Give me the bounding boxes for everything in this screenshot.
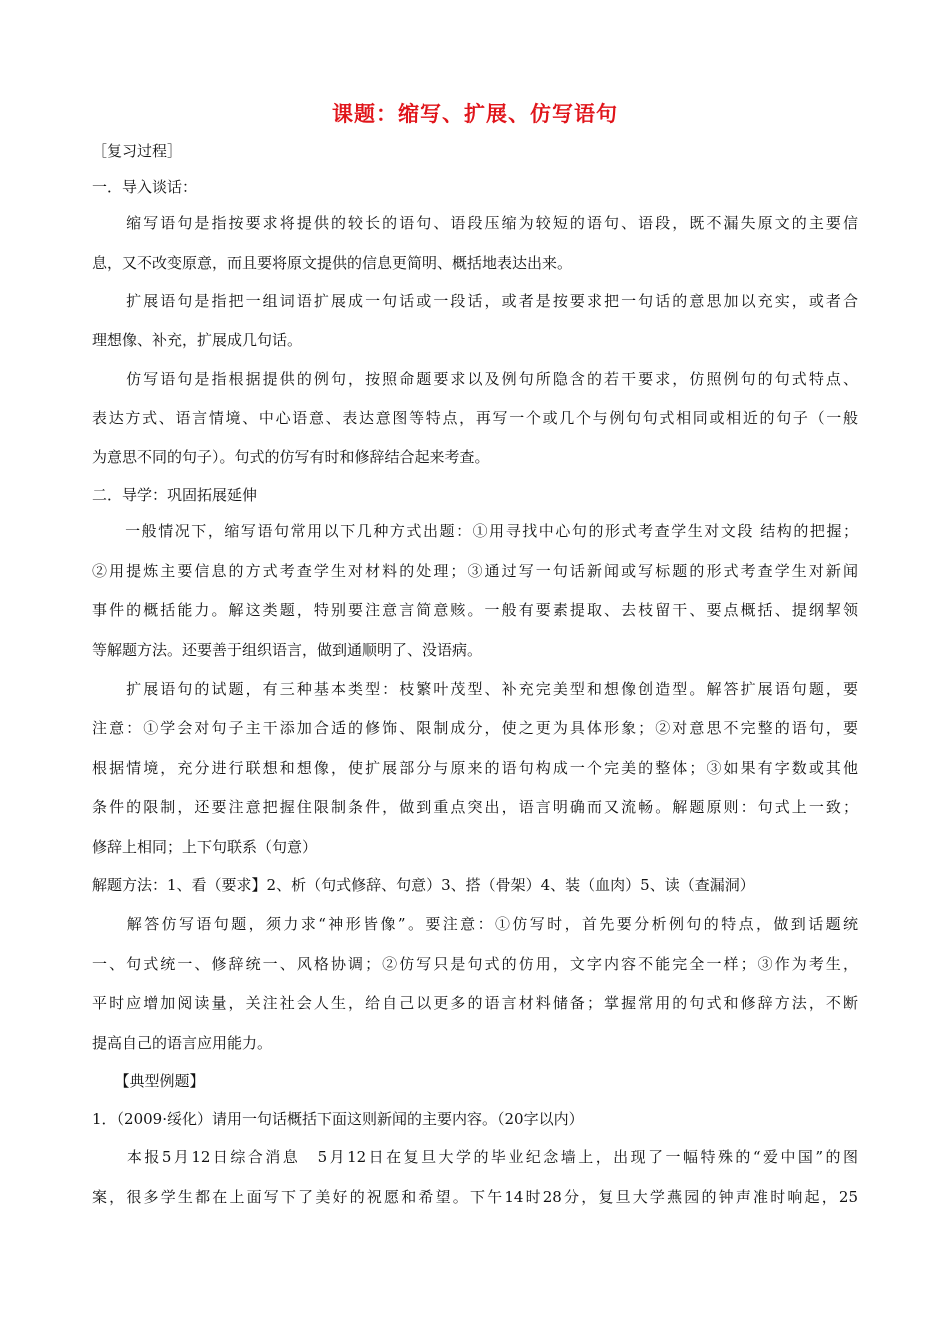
paragraph-line: 为意思不同的句子）。句式的仿写有时和修辞结合起来考查。 <box>92 448 490 466</box>
paragraph-line: 本报5月12日综合消息 5月12日在复旦大学的毕业纪念墙上，出现了一幅特殊的“爱中国”的图 <box>92 1148 858 1166</box>
paragraph-line: 一、句式统一、修辞统一、风格协调；②仿写只是句式的仿用，文字内容不能完全一样；③作为考生， <box>92 955 858 973</box>
paragraph-line: 扩展语句是指把一组词语扩展成一句话或一段话，或者是按要求把一句话的意思加以充实，或者合 <box>92 292 858 310</box>
paragraph-line: 扩展语句的试题，有三种基本类型：枝繁叶茂型、补充完美型和想像创造型。解答扩展语句题，要 <box>92 680 858 698</box>
examples-heading: 【典型例题】 <box>92 1072 205 1090</box>
paragraph-line: 案，很多学生都在上面写下了美好的祝愿和希望。下午14时28分，复旦大学燕园的钟声准时响起，25 <box>92 1188 858 1206</box>
review-header: ［复习过程］ <box>92 142 183 160</box>
paragraph-line: 条件的限制，还要注意把握住限制条件，做到重点突出，语言明确而又流畅。解题原则：句式上一致； <box>92 798 858 816</box>
method-line: 解题方法：1、看（要求】2、析（句式修辞、句意）3、搭（骨架）4、装（血肉）5、读（查漏洞） <box>92 876 755 894</box>
paragraph-line: 提高自己的语言应用能力。 <box>92 1034 273 1052</box>
paragraph-line: 仿写语句是指根据提供的例句，按照命题要求以及例句所隐含的若干要求，仿照例句的句式特点、 <box>92 370 858 388</box>
paragraph-line: 注意：①学会对句子主干添加合适的修饰、限制成分，使之更为具体形象；②对意思不完整的语句，要 <box>92 719 858 737</box>
paragraph-line: 理想像、补充，扩展成几句话。 <box>92 331 303 349</box>
paragraph-line: 缩写语句是指按要求将提供的较长的语句、语段压缩为较短的语句、语段，既不漏失原文的主要信 <box>92 214 858 232</box>
paragraph-line: 修辞上相同；上下句联系（句意） <box>92 838 318 856</box>
paragraph-line: 息，又不改变原意，而且要将原文提供的信息更简明、概括地表达出来。 <box>92 254 573 272</box>
paragraph-line: 等解题方法。还要善于组织语言，做到通顺明了、没语病。 <box>92 641 483 659</box>
paragraph-line: 解答仿写语句题，须力求“神形皆像”。要注意：①仿写时，首先要分析例句的特点，做到话题统 <box>92 915 858 933</box>
paragraph-line: 事件的概括能力。解这类题，特别要注意言简意赅。一般有要素提取、去枝留干、要点概括、提纲挈领 <box>92 601 858 619</box>
section-2-heading: 二．导学：巩固拓展延伸 <box>92 486 258 504</box>
paragraph-line: 平时应增加阅读量，关注社会人生，给自己以更多的语言材料储备；掌握常用的句式和修辞方法，不断 <box>92 994 858 1012</box>
section-1-heading: 一．导入谈话： <box>92 178 198 196</box>
paragraph-line: 根据情境，充分进行联想和想像，使扩展部分与原来的语句构成一个完美的整体；③如果有字数或其他 <box>92 759 858 777</box>
paragraph-line: 表达方式、语言情境、中心语意、表达意图等特点，再写一个或几个与例句句式相同或相近的句子（一般 <box>92 409 858 427</box>
paragraph-line: 一般情况下，缩写语句常用以下几种方式出题：①用寻找中心句的形式考查学生对文段 结构的把握； <box>92 522 858 540</box>
paragraph-line: ②用提炼主要信息的方式考查学生对材料的处理；③通过写一句话新闻或写标题的形式考查学生对新闻 <box>92 562 858 580</box>
document-title: 课题：缩写、扩展、仿写语句 <box>332 102 618 126</box>
question-1: 1．（2009·绥化）请用一句话概括下面这则新闻的主要内容。（20字以内） <box>92 1110 584 1128</box>
